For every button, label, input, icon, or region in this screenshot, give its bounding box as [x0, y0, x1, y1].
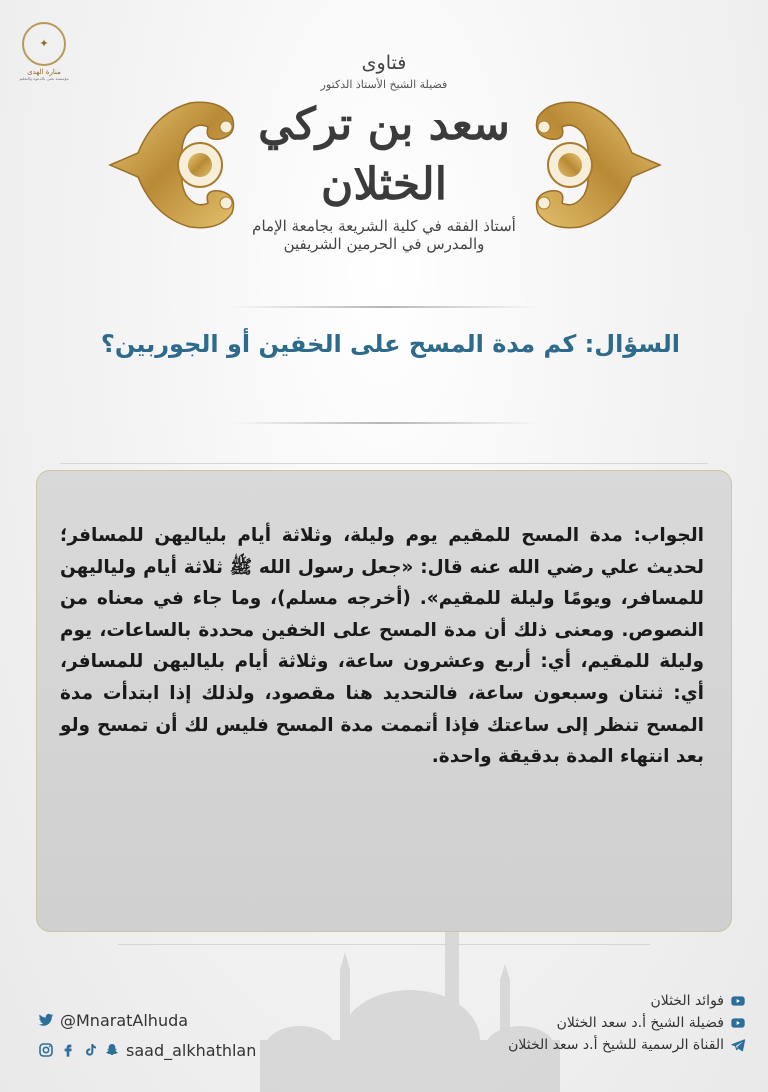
logo-emblem-icon: ✦ — [22, 22, 66, 66]
footer-channels — [450, 990, 746, 1056]
channel-link[interactable] — [450, 990, 746, 1012]
channel-label: فوائد الخثلان — [650, 993, 724, 1009]
footer-social — [38, 1008, 256, 1062]
sheikh-position-line1: أستاذ الفقه في كلية الشريعة بجامعة الإمام — [252, 217, 516, 235]
divider — [118, 944, 650, 945]
organization-logo — [18, 22, 70, 81]
snapchat-icon — [104, 1042, 120, 1058]
twitter-row[interactable] — [38, 1008, 256, 1032]
social-handle: saad_alkhathlan — [126, 1040, 257, 1060]
tiktok-icon — [82, 1042, 98, 1058]
channel-link[interactable] — [450, 1012, 746, 1034]
sheikh-position-line2: والمدرس في الحرمين الشريفين — [283, 235, 485, 253]
divider — [60, 463, 708, 464]
youtube-icon — [730, 1015, 746, 1031]
sheikh-title: فضيلة الشيخ الأستاذ الدكتور — [320, 78, 448, 91]
sheikh-name: سعد بن تركي الخثلان — [258, 99, 510, 210]
divider — [230, 306, 540, 308]
channel-link[interactable] — [450, 1034, 746, 1056]
answer-text: الجواب: مدة المسح للمقيم يوم وليلة، وثلاثة أيام بلياليهن للمسافر؛ لحديث علي رضي الله عنه قال: «جعل رسول الله ﷺ ثلاثة أيام ولياليهن للمسافر، ويومًا وليلة للمقيم». (أخرجه مسلم)، وما جاء في معناه من النصوص. ومعنى ذلك أن مدة المسح على الخفين محددة بالساعات، يوم وليلة للمقيم، أي: أربع وعشرون ساعة، وثلاثة أيام بلياليهن للمسافر، أي: ثنتان وسبعون ساعة، فالتحديد هنا مقصود، ولذلك إذا ابتدأت مدة المسح تنظر إلى ساعتك فإذا أتممت مدة المسح فليس لك أن تمسح ولو بعد انتهاء المدة بدقيقة واحدة. — [60, 525, 704, 768]
divider — [230, 422, 540, 424]
logo-name: منارة الهدى — [27, 68, 61, 76]
header-title-block — [228, 52, 540, 253]
twitter-icon — [38, 1012, 54, 1028]
social-handle-row[interactable] — [38, 1038, 256, 1062]
channel-label: فضيلة الشيخ أ.د سعد الخثلان — [556, 1015, 724, 1031]
fatawa-title: فتاوى — [361, 52, 407, 74]
channel-label: القناة الرسمية للشيخ أ.د سعد الخثلان — [508, 1037, 724, 1053]
logo-subtitle: مؤسسة تعنى بالدعوة والتعليم — [19, 76, 69, 81]
youtube-icon — [730, 993, 746, 1009]
facebook-icon — [60, 1042, 76, 1058]
twitter-handle: @MnaratAlhuda — [60, 1010, 189, 1030]
instagram-icon — [38, 1042, 54, 1058]
question-text: السؤال: كم مدة المسح على الخفين أو الجوربين؟ — [100, 330, 680, 358]
telegram-icon — [730, 1037, 746, 1053]
